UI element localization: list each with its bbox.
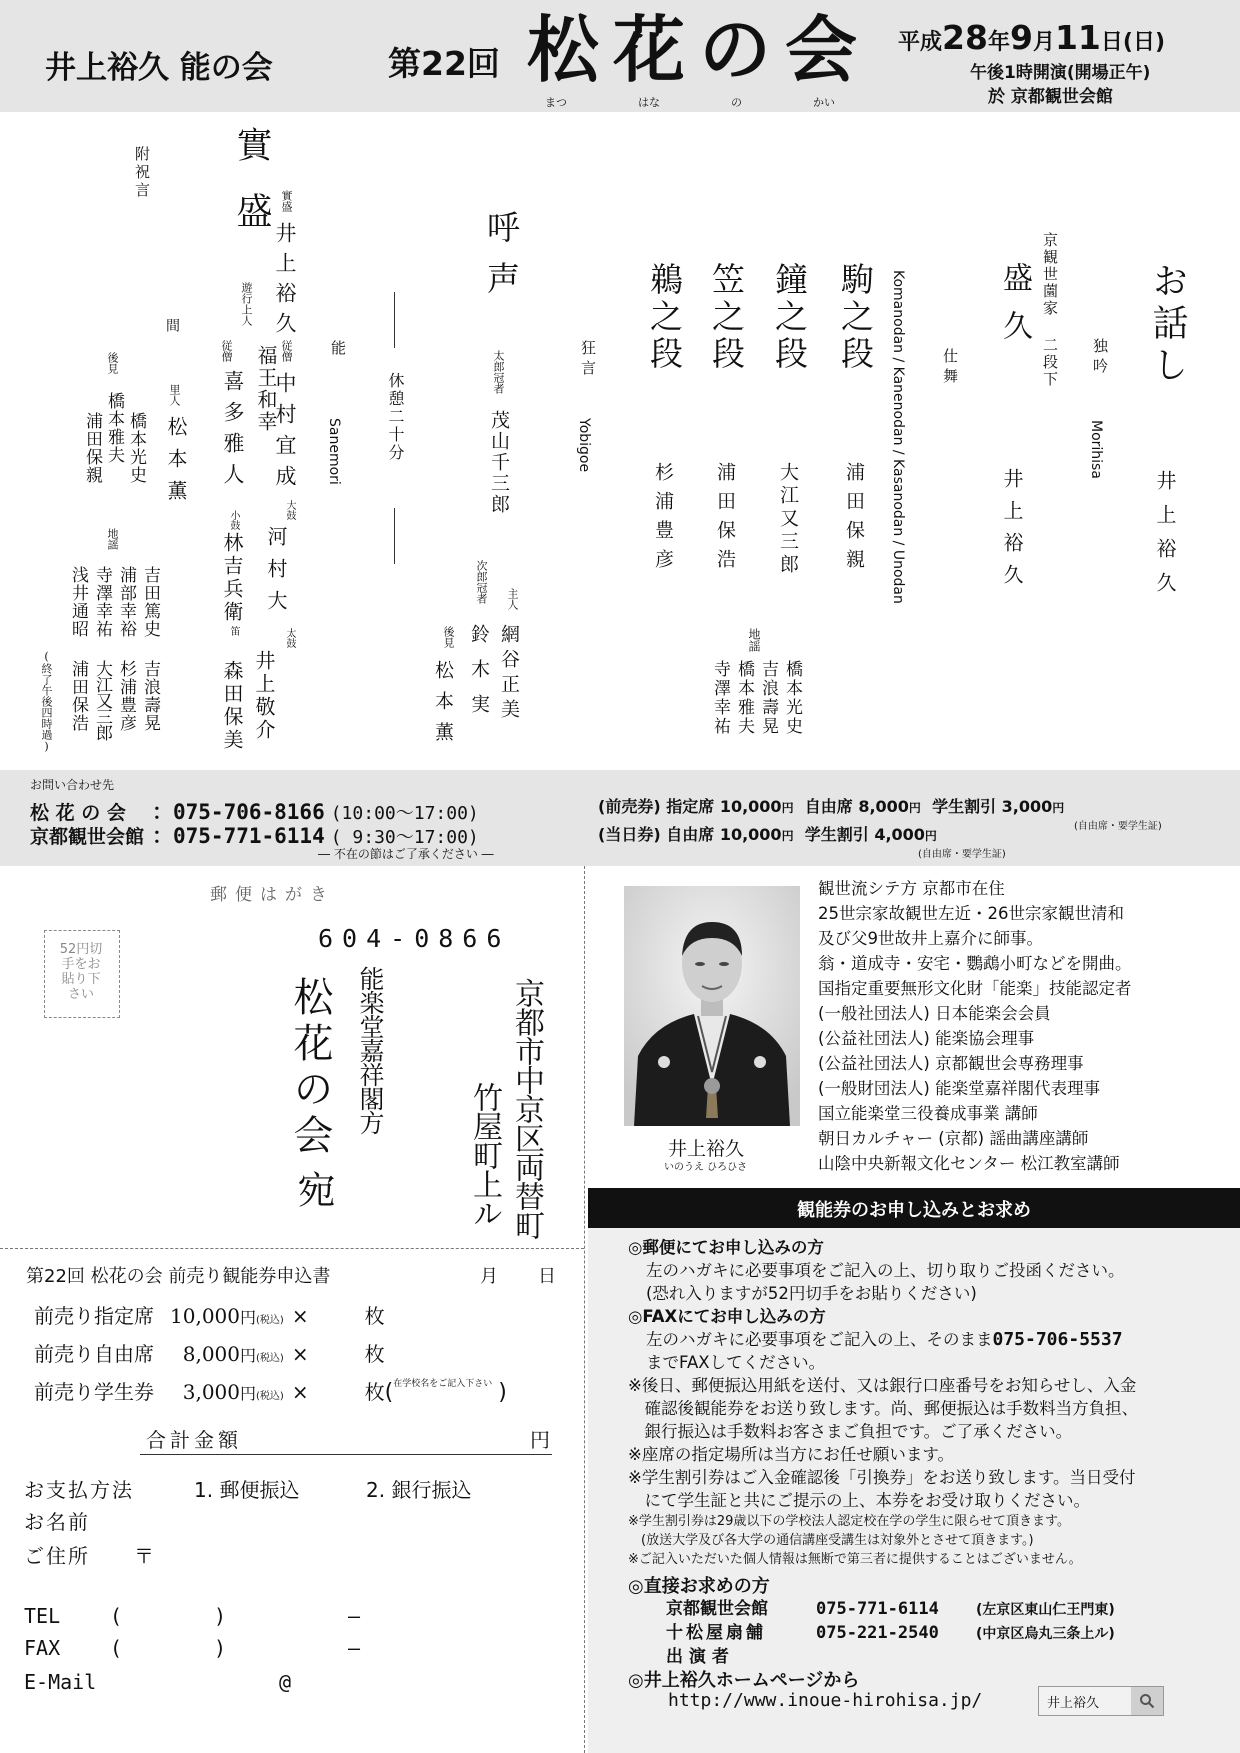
advance-unit-2: 円 xyxy=(908,801,921,815)
kyogen-name-1: 茂山千三郎 xyxy=(488,410,510,515)
shimai-title-3: 笠之段 xyxy=(707,262,746,373)
profile-line-6: (一般社団法人) 日本能楽会会員 xyxy=(818,1004,1051,1023)
advance-price-1: 10,000 xyxy=(719,797,782,816)
noh-name-3: 中村宜成 xyxy=(273,372,297,496)
ruby-4: かい xyxy=(813,96,835,109)
noh-jiutai-6: 大江又三郎 xyxy=(92,660,112,740)
kyogen-koken-label: 後見 xyxy=(442,626,455,648)
postal-line-2: (恐れ入りますが52円切手をお貼りください) xyxy=(646,1284,977,1303)
noh-koken-1: 橋本光史 xyxy=(126,412,146,484)
profile-line-2: 25世宗家故観世左近・26世宗家観世清和 xyxy=(818,904,1124,923)
shimai-title-4: 鵜之段 xyxy=(645,262,684,373)
item-tax-3: (税込) xyxy=(256,1391,284,1402)
email-row[interactable] xyxy=(24,1670,291,1694)
header-venue: 於 京都観世会館 xyxy=(988,87,1113,107)
dokugin-school: 京観世薗家 二段下 xyxy=(1041,232,1059,388)
direct-row-2 xyxy=(628,1622,1240,1646)
door-seat-1: 自由席 xyxy=(666,825,715,844)
door-price-2: 4,000 xyxy=(874,825,925,844)
noh-jiutai-label: 地謡 xyxy=(106,528,119,550)
noh-jiutai-5: 寺澤幸祐 xyxy=(92,566,112,638)
direct-tel-2[interactable]: 075-221-2540 xyxy=(816,1623,939,1643)
header-time xyxy=(970,58,1150,83)
date-prefix: 平成 xyxy=(898,30,943,55)
noh-jiutai-3: 浦部幸裕 xyxy=(116,566,136,638)
time-start: 午後1時開演 xyxy=(970,63,1067,83)
apply-banner-text: 観能券のお申し込みとお求め xyxy=(797,1200,1031,1221)
school-paren-close: ) xyxy=(498,1380,507,1405)
noh-role-5: 大鼓 xyxy=(284,500,295,520)
kyogen-role-1: 太郎冠者 xyxy=(492,350,505,394)
advance-seat-3: 学生割引 xyxy=(932,797,997,816)
noh-name-2: 福王和幸 xyxy=(254,345,278,433)
item-price-3: 3,000 xyxy=(182,1380,240,1404)
shimai-performer-3: 浦田保浩 xyxy=(714,462,736,578)
profile-line-11: 朝日カルチャー (京都) 謡曲講座講師 xyxy=(818,1129,1089,1148)
fax-number[interactable]: 075-706-5537 xyxy=(992,1329,1123,1350)
noh-role-7: 太鼓 xyxy=(284,628,295,648)
fax-heading: ◎FAXにてお申し込みの方 xyxy=(628,1307,826,1326)
apply-content xyxy=(628,1236,1240,1692)
shimai-roman: Komanodan / Kanenodan / Kasanodan / Unodan xyxy=(890,270,906,604)
door-price-1: 10,000 xyxy=(719,825,782,844)
profile-kana: いのうえ ひろひさ xyxy=(664,1162,748,1173)
profile-line-3: 及び父9世故井上嘉介に師事。 xyxy=(818,929,1043,948)
end-note: (終了午後四時過) xyxy=(40,650,53,753)
noh-name-7: 井上敬介 xyxy=(252,650,276,742)
payment-row xyxy=(24,1474,471,1503)
item-tax-2: (税込) xyxy=(256,1353,284,1364)
noh-role-8: 笛 xyxy=(228,626,239,636)
noh-role-4: 従僧 xyxy=(220,340,233,362)
date-year: 28 xyxy=(942,18,988,57)
fax-label: FAX xyxy=(24,1636,61,1660)
noh-role-2: 遊行上人 xyxy=(240,282,253,326)
profile-photo xyxy=(624,886,800,1126)
ohanashi-performer: 井上裕久 xyxy=(1153,470,1177,606)
fax-paren-close: ) xyxy=(214,1636,227,1660)
item-unit-3: 円 xyxy=(240,1384,257,1403)
postcard-recipient: 松花の会 xyxy=(287,976,333,1160)
advance-label: (前売券) xyxy=(598,797,661,816)
profile-line-5: 国指定重要無形文化財「能楽」技能認定者 xyxy=(818,979,1132,998)
noh-name-6: 林吉兵衛 xyxy=(220,532,244,624)
note-5: ※学生割引券はご入金確認後「引換券」をお送り致します。当日受付 xyxy=(628,1468,1136,1487)
school-paren-open: ( xyxy=(384,1380,394,1405)
search-button[interactable] xyxy=(1131,1687,1163,1715)
postcard-zip: 604-0866 xyxy=(318,924,511,953)
ruby-3: の xyxy=(731,96,742,109)
kyogen-role-3: 次郎冠者 xyxy=(475,560,488,604)
noh-role-1: 實盛 xyxy=(280,190,293,212)
door-unit-1: 円 xyxy=(781,829,794,843)
date-year-unit: 年 xyxy=(987,30,1010,55)
postcard-care-of: 能楽堂嘉祥閣方 xyxy=(356,966,385,1134)
web-heading: ◎井上裕久ホームページから xyxy=(628,1670,860,1691)
profile-lines xyxy=(818,876,1132,1176)
direct-row-3 xyxy=(628,1646,1240,1669)
tel-dash: ― xyxy=(348,1604,361,1628)
item-times-3: × xyxy=(291,1380,309,1404)
kyogen-type: 狂言 xyxy=(579,340,597,380)
total-unit: 円 xyxy=(530,1428,550,1452)
direct-name-2: 十松屋扇舗 xyxy=(666,1623,766,1643)
small-note-3: ※ご記入いただいた個人情報は無断で第三者に提供することはございません。 xyxy=(628,1552,1082,1567)
profile-line-12: 山陰中央新報文化センター 松江教室講師 xyxy=(818,1154,1120,1173)
advance-seat-2: 自由席 xyxy=(804,797,853,816)
form-item-1[interactable] xyxy=(34,1300,385,1329)
advance-unit-1: 円 xyxy=(781,801,794,815)
form-day: 日 xyxy=(538,1266,556,1287)
total-underline[interactable] xyxy=(140,1454,552,1455)
noh-jiutai-1: 吉田篤史 xyxy=(140,566,160,638)
postal-heading: ◎郵便にてお申し込みの方 xyxy=(628,1238,824,1257)
ruby-1: まつ xyxy=(545,96,567,109)
noh-shugen: 附祝言 xyxy=(133,146,151,200)
shimai-jiutai-3: 橋本雅夫 xyxy=(734,660,754,736)
noh-jiutai-8: 浦田保浩 xyxy=(68,660,88,732)
date-month-unit: 月 xyxy=(1032,30,1055,55)
contact-tel-2[interactable]: ：075-771-6114 xyxy=(152,824,325,848)
noh-koken-3: 浦田保親 xyxy=(82,412,102,484)
noh-jiutai-7: 浅井通昭 xyxy=(68,566,88,638)
intermission: 休憩二十分 xyxy=(386,372,405,462)
ohanashi-title: お話し xyxy=(1147,262,1188,388)
postcard-honorific: 宛 xyxy=(291,1170,335,1208)
form-title: 第22回 松花の会 前売り観能券申込書 xyxy=(26,1266,331,1287)
direct-name-1: 京都観世会館 xyxy=(666,1599,768,1619)
shimai-performer-1: 浦田保親 xyxy=(843,462,865,578)
noh-type: 能 xyxy=(329,340,347,355)
postal-line-1: 左のハガキに必要事項をご記入の上、切り取りご投函ください。 xyxy=(646,1261,1125,1280)
date-month: 9 xyxy=(1009,18,1033,57)
total-label: 合計金額 xyxy=(146,1428,242,1452)
email-at: @ xyxy=(279,1670,292,1694)
intermission-line-top xyxy=(394,292,395,348)
shimai-performer-2: 大江又三郎 xyxy=(777,462,799,577)
school-note: 在学校名をご記入下さい xyxy=(393,1379,493,1389)
noh-role-6: 小鼓 xyxy=(228,510,239,530)
direct-heading: ◎直接お求めの方 xyxy=(628,1576,770,1597)
payment-option-2[interactable]: 2. 銀行振込 xyxy=(366,1478,472,1502)
note-4: ※座席の指定場所は当方にお任せ願います。 xyxy=(628,1445,955,1464)
contact-tel-1[interactable]: ：075-706-8166 xyxy=(152,800,325,824)
header-date xyxy=(898,18,1165,57)
tel-paren-close: ) xyxy=(214,1604,227,1628)
item-times-1: × xyxy=(291,1304,309,1328)
form-item-3[interactable] xyxy=(34,1376,507,1405)
contact-hours-1: (10:00～17:00) xyxy=(330,803,479,824)
item-price-1: 10,000 xyxy=(170,1304,240,1328)
item-label-3: 前売り学生券 xyxy=(34,1380,154,1404)
kyogen-title: 呼声 xyxy=(482,210,521,312)
tel-paren-open: ( xyxy=(110,1604,123,1628)
direct-place-2: (中京区烏丸三条上ル) xyxy=(976,1626,1115,1642)
door-label: (当日券) xyxy=(598,825,661,844)
direct-row-1 xyxy=(628,1598,1240,1622)
small-note-1: ※学生割引券は29歳以下の学校法人認定校在学の学生に限らせて頂きます。 xyxy=(628,1514,1071,1529)
profile-name: 井上裕久 xyxy=(668,1138,745,1160)
noh-role-3: 従僧 xyxy=(280,340,293,362)
fax-paren-open: ( xyxy=(110,1636,123,1660)
payment-option-1[interactable]: 1. 郵便振込 xyxy=(194,1478,300,1502)
noh-name-8: 森田保美 xyxy=(220,660,244,752)
portrait-icon xyxy=(624,886,800,1126)
header-title: 松花の会 xyxy=(527,7,872,92)
advance-prices xyxy=(598,794,1064,817)
advance-seat-1: 指定席 xyxy=(666,797,715,816)
item-count-unit-2: 枚 xyxy=(364,1342,385,1366)
noh-ai-label: 間 xyxy=(164,318,180,332)
tel-row[interactable] xyxy=(24,1604,360,1628)
shimai-jiutai-2: 吉浪壽晃 xyxy=(758,660,778,736)
date-day-unit: 日(日) xyxy=(1100,30,1166,55)
form-cut-line-h xyxy=(0,1248,584,1249)
door-seat-2: 学生割引 xyxy=(804,825,869,844)
item-times-2: × xyxy=(291,1342,309,1366)
advance-price-2: 8,000 xyxy=(858,797,909,816)
zip-mark: 〒 xyxy=(134,1544,154,1568)
payment-label: お支払方法 xyxy=(24,1478,134,1502)
noh-ai-name: 松本薫 xyxy=(164,416,188,512)
advance-price-3: 3,000 xyxy=(1001,797,1053,816)
email-label: E-Mail xyxy=(24,1670,97,1694)
note-2: 確認後観能券をお送り致します。尚、郵便振込は手数料当方負担、 xyxy=(628,1399,1139,1418)
noh-name-5: 河村大 xyxy=(264,526,288,622)
item-unit-2: 円 xyxy=(240,1346,257,1365)
contact-label: お問い合わせ先 xyxy=(30,778,115,792)
dokugin-performer: 井上裕久 xyxy=(1000,468,1024,596)
noh-jiutai-4: 杉浦豊彦 xyxy=(116,660,136,732)
note-6: にて学生証と共にご提示の上、本券をお受け取りください。 xyxy=(628,1491,1090,1510)
fax-line-row xyxy=(628,1328,1240,1351)
header-ruby xyxy=(545,94,835,110)
ruby-2: はな xyxy=(638,96,660,109)
contact-name-1: 松 花 の 会 xyxy=(30,802,126,824)
profile-line-8: (公益社団法人) 京都観世会専務理事 xyxy=(818,1054,1084,1073)
shimai-jiutai-1: 橋本光史 xyxy=(782,660,802,736)
profile-line-9: (一般財団法人) 能楽堂嘉祥閣代表理事 xyxy=(818,1079,1101,1098)
noh-koken-label: 後見 xyxy=(106,352,119,374)
profile-line-7: (公益社団法人) 能楽協会理事 xyxy=(818,1029,1035,1048)
fax-row[interactable] xyxy=(24,1636,360,1660)
noh-jiutai-2: 吉浪壽晃 xyxy=(140,660,160,732)
shimai-jiutai-4: 寺澤幸祐 xyxy=(710,660,730,736)
item-tax-1: (税込) xyxy=(256,1315,284,1326)
note-3: 銀行振込は手数料お客さまご負担です。ご了承ください。 xyxy=(628,1422,1073,1441)
postcard-address2: 竹屋町上ル xyxy=(467,1082,502,1227)
kyogen-name-3: 鈴木実 xyxy=(468,624,490,729)
shimai-type: 仕舞 xyxy=(941,348,959,388)
contact-hours-2: ( 9:30～17:00) xyxy=(330,827,479,848)
address-label: ご住所 xyxy=(24,1544,90,1568)
profile-line-10: 国立能楽堂三役養成事業 講師 xyxy=(818,1104,1038,1123)
time-open: (開場正午) xyxy=(1066,63,1151,83)
direct-tel-1[interactable]: 075-771-6114 xyxy=(816,1599,939,1619)
shimai-title-1: 駒之段 xyxy=(836,262,875,373)
item-count-unit-3: 枚 xyxy=(364,1380,385,1404)
contact-note: ― 不在の節はご了承ください ― xyxy=(318,847,494,861)
postcard-header: 郵便はがき xyxy=(210,885,335,905)
item-price-2: 8,000 xyxy=(182,1342,240,1366)
contact-name-2: 京都観世会館 xyxy=(30,826,145,848)
shimai-performer-4: 杉浦豊彦 xyxy=(652,462,674,578)
noh-title: 實盛 xyxy=(231,126,272,258)
item-label-2: 前売り自由席 xyxy=(34,1342,154,1366)
tel-label: TEL xyxy=(24,1604,61,1628)
dokugin-title: 盛久 xyxy=(997,262,1032,358)
item-label-1: 前売り指定席 xyxy=(34,1304,154,1328)
note-1: ※後日、郵便振込用紙を送付、又は銀行口座番号をお知らせし、入金 xyxy=(628,1376,1137,1395)
direct-name-3: 出 演 者 xyxy=(666,1647,729,1667)
search-icon xyxy=(1139,1693,1155,1709)
advance-unit-3: 円 xyxy=(1052,801,1065,815)
profile-line-1: 観世流シテ方 京都市在住 xyxy=(818,879,1005,898)
dokugin-roman: Morihisa xyxy=(1088,420,1104,479)
small-note-2: (放送大学及び各大学の通信講座受講生は対象外とさせて頂きます。) xyxy=(628,1533,1034,1548)
door-note: (自由席・要学生証) xyxy=(918,849,1006,860)
noh-name-1: 井上裕久 xyxy=(273,222,297,342)
noh-roman: Sanemori xyxy=(326,418,342,485)
fax-line-2: までFAXしてください。 xyxy=(646,1353,826,1372)
search-text: 井上裕久 xyxy=(1047,1695,1100,1711)
kyogen-roman: Yobigoe xyxy=(576,418,592,473)
noh-ai-role: 里人 xyxy=(168,384,181,406)
header-edition: 第22回 xyxy=(388,44,500,83)
door-prices xyxy=(598,822,937,845)
search-box[interactable] xyxy=(1038,1686,1164,1716)
shimai-jiutai-label: 地謡 xyxy=(747,628,761,652)
homepage-url[interactable]: http://www.inoue-hirohisa.jp/ xyxy=(668,1690,983,1711)
dokugin-type: 独吟 xyxy=(1091,338,1109,378)
item-count-unit-1: 枚 xyxy=(364,1304,385,1328)
kyogen-role-2: 主人 xyxy=(506,588,519,610)
intermission-line-bottom xyxy=(394,508,395,564)
postcard-cut-line-v xyxy=(584,866,585,1753)
header-left-title: 井上裕久 能の会 xyxy=(45,50,273,86)
form-item-2[interactable] xyxy=(34,1338,385,1367)
fax-dash: ― xyxy=(348,1636,361,1660)
direct-place-1: (左京区東山仁王門東) xyxy=(976,1602,1115,1618)
date-day: 11 xyxy=(1054,18,1101,57)
noh-koken-2: 橋本雅夫 xyxy=(104,392,124,464)
item-unit-1: 円 xyxy=(240,1308,257,1327)
shimai-title-2: 鐘之段 xyxy=(770,262,809,373)
form-month: 月 xyxy=(480,1266,498,1287)
kyogen-name-2: 網谷正美 xyxy=(498,624,520,724)
postcard-address: 京都市中京区両替町 xyxy=(509,978,544,1239)
advance-note: (自由席・要学生証) xyxy=(1074,821,1162,832)
stamp-text: 52円切手をお貼り下さい xyxy=(59,942,103,1002)
door-unit-2: 円 xyxy=(924,829,937,843)
name-label: お名前 xyxy=(24,1510,90,1534)
noh-name-4: 喜多雅人 xyxy=(221,370,245,494)
profile-line-4: 翁・道成寺・安宅・鸚鵡小町などを開曲。 xyxy=(818,954,1132,973)
fax-line: 左のハガキに必要事項をご記入の上、そのまま xyxy=(646,1330,993,1349)
kyogen-koken: 松本薫 xyxy=(432,660,454,753)
